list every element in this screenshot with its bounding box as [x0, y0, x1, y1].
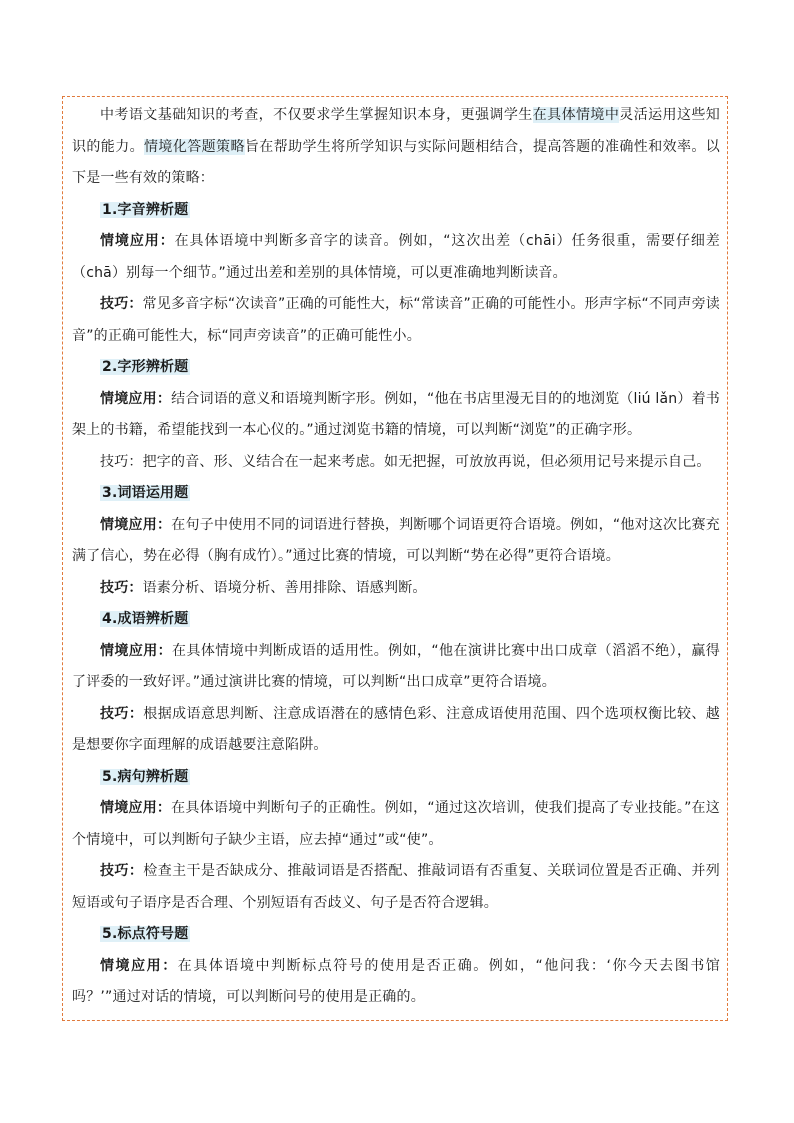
application-label: 情境应用：	[100, 800, 172, 816]
intro-text-2: 灵活运用这些知识的能力。	[72, 107, 721, 155]
application-text: 在具体语境中判断多音字的读音。例如，“这次出差（chāi）任务很重，需要仔细差（chā）别每一个细节。”通过出差和差别的具体情境，可以更准确地判断读音。	[72, 233, 721, 281]
intro-text-3: 旨在帮助学生将所学知识与实际问题相结合，提高答题的准确性和效率。以下是一些有效的策略：	[72, 138, 721, 186]
intro-paragraph	[72, 100, 720, 195]
tip-label: 技巧：	[100, 296, 143, 312]
section-application	[72, 226, 720, 289]
section-application	[72, 510, 720, 573]
section-application	[72, 384, 720, 447]
section-heading-text: 2.字形辨析题	[102, 359, 189, 375]
section-heading-text: 4.成语辨析题	[102, 611, 189, 627]
section-tip	[72, 856, 720, 919]
application-label: 情境应用：	[100, 516, 172, 533]
application-label: 情境应用：	[100, 642, 173, 659]
section-heading	[72, 352, 720, 384]
intro-text-1: 中考语文基础知识的考查，不仅要求学生掌握知识本身，更强调学生	[100, 107, 533, 123]
tip-text: 检查主干是否缺成分、推敲词语是否搭配、推敲词语有否重复、关联词位置是否正确、并列短语或句子语序是否合理、个别短语有否歧义、句子是否符合逻辑。	[72, 863, 720, 911]
tip-text: 根据成语意思判断、注意成语潜在的感情色彩、注意成语使用范围、四个选项权衡比较、越是想要你字面理解的成语越要注意陷阱。	[72, 705, 720, 753]
section-heading-text: 3.词语运用题	[102, 485, 189, 501]
section-heading	[72, 762, 720, 794]
section-tip	[72, 573, 720, 605]
section-heading-text: 5.病句辨析题	[102, 768, 189, 785]
intro-highlight-2: 情境化答题策略	[144, 138, 245, 155]
application-text: 在具体语境中判断句子的正确性。例如，“通过这次培训，使我们提高了专业技能。”在这个情境中，可以判断句子缺少主语，应去掉“通过”或“使”。	[72, 800, 720, 848]
section-heading-text: 5.标点符号题	[102, 926, 189, 942]
section-application	[72, 636, 720, 699]
section-heading	[72, 604, 720, 636]
section-heading	[72, 919, 720, 951]
tip-label: 技巧：	[100, 579, 143, 596]
section-tip	[72, 447, 720, 479]
section-heading-text: 1.字音辨析题	[102, 201, 189, 218]
document-body	[72, 100, 720, 1014]
application-label: 情境应用：	[100, 233, 175, 249]
tip-label: 技巧：	[100, 453, 143, 470]
tip-text: 语素分析、语境分析、善用排除、语感判断。	[142, 579, 427, 596]
intro-highlight-1: 在具体情境中	[532, 107, 620, 123]
application-label: 情境应用：	[100, 957, 178, 974]
application-text: 结合词语的意义和语境判断字形。例如，“他在书店里漫无目的的地浏览（liú lǎn）着书架上的书籍，希望能找到一本心仪的。”通过浏览书籍的情境，可以判断“浏览”的正确字形。	[72, 390, 721, 438]
application-text: 在具体语境中判断标点符号的使用是否正确。例如，“他问我：‘你今天去图书馆吗？’”通过对话的情境，可以判断问号的使用是正确的。	[72, 957, 720, 1005]
application-label: 情境应用：	[100, 390, 172, 407]
tip-text: 把字的音、形、义结合在一起来考虑。如无把握，可放放再说，但必须用记号来提示自己。	[142, 453, 711, 470]
application-text: 在句子中使用不同的词语进行替换，判断哪个词语更符合语境。例如，“他对这次比赛充满了信心，势在必得（胸有成竹）。”通过比赛的情境，可以判断“势在必得”更符合语境。	[72, 516, 720, 564]
section-tip	[72, 699, 720, 762]
section-application	[72, 951, 720, 1014]
tip-label: 技巧：	[100, 863, 144, 879]
section-heading	[72, 478, 720, 510]
tip-text: 常见多音字标“次读音”正确的可能性大，标“常读音”正确的可能性小。形声字标“不同声旁读音”的正确可能性大，标“同声旁读音”的正确可能性小。	[72, 296, 720, 344]
application-text: 在具体情境中判断成语的适用性。例如，“他在演讲比赛中出口成章（滔滔不绝），赢得了评委的一致好评。”通过演讲比赛的情境，可以判断“出口成章”更符合语境。	[72, 642, 720, 690]
section-tip	[72, 289, 720, 352]
tip-label: 技巧：	[100, 705, 144, 722]
section-heading	[72, 195, 720, 227]
section-application	[72, 793, 720, 856]
